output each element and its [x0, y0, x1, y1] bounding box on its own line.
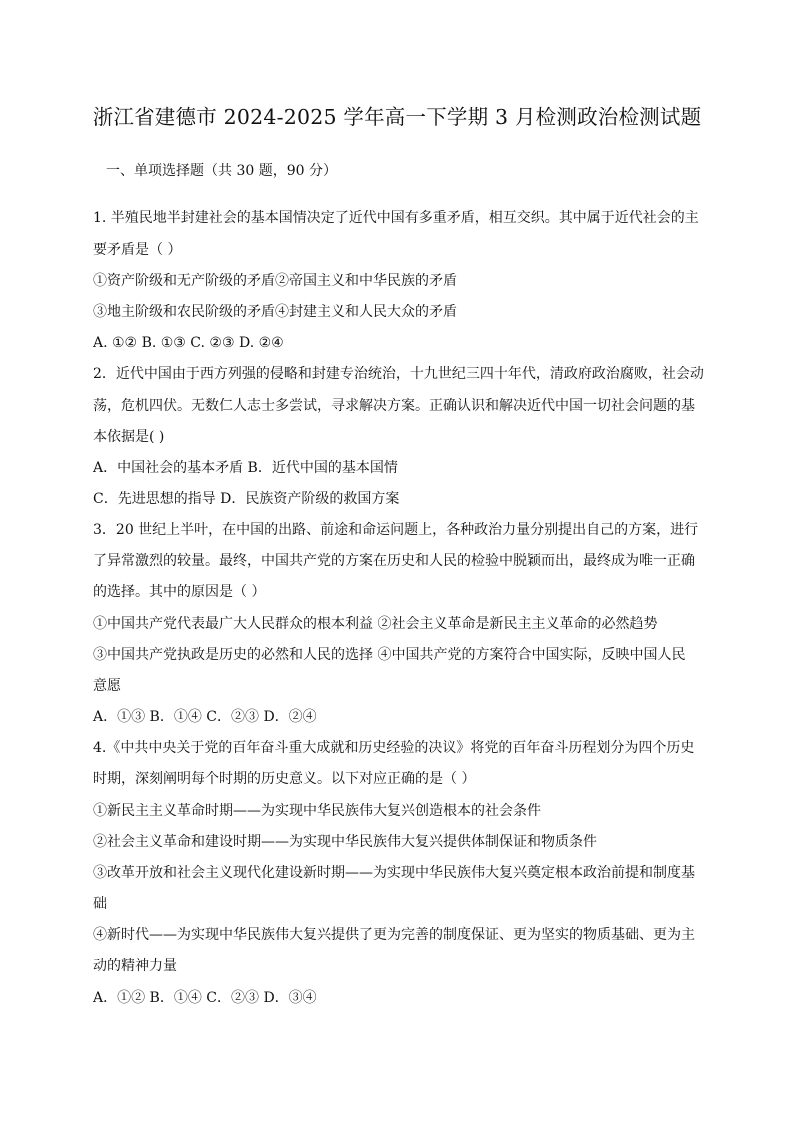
question-1-answer-choices: A. ①② B. ①③ C. ②③ D. ②④ [93, 335, 284, 351]
section-heading: 一、单项选择题（共 30 题，90 分） [106, 163, 337, 179]
question-4-option-statements: 础 [93, 896, 107, 912]
question-4-option-statements: 动的精神力量 [93, 958, 177, 974]
question-3-option-statements: 意愿 [93, 678, 121, 694]
question-3-answer-choices: A．①③ B．①④ C．②③ D．②④ [93, 709, 317, 725]
question-4-option-statements: ①新民主主义革命时期——为实现中华民族伟大复兴创造根本的社会条件 [93, 803, 541, 819]
question-3-option-statements: ③中国共产党执政是历史的必然和人民的选择 ④中国共产党的方案符合中国实际，反映中国人民 [93, 647, 686, 663]
question-3-line: 的选择。其中的原因是（ ） [93, 584, 266, 600]
question-4-line: 时期，深刻阐明每个时期的历史意义。以下对应正确的是（ ） [93, 771, 476, 787]
question-3-option-statements: ①中国共产党代表最广大人民群众的根本利益 ②社会主义革命是新民主主义革命的必然趋势 [93, 616, 658, 632]
question-1-line: 1. 半殖民地半封建社会的基本国情决定了近代中国有多重矛盾，相互交织。其中属于近代社会的主 [93, 210, 699, 226]
question-2-line: 2．近代中国由于西方列强的侵略和封建专治统治，十九世纪三四十年代，清政府政治腐败，社会动 [93, 366, 704, 382]
question-4-answer-choices: A．①② B．①④ C．②③ D．③④ [93, 990, 317, 1006]
question-1-option-statements: ③地主阶级和农民阶级的矛盾④封建主义和人民大众的矛盾 [93, 304, 457, 320]
question-3-line: 了异常激烈的较量。最终，中国共产党的方案在历史和人民的检验中脱颖而出，最终成为唯一正确 [93, 553, 695, 569]
document-title: 浙江省建德市 2024-2025 学年高一下学期 3 月检测政治检测试题 [92, 105, 702, 129]
question-4-option-statements: ②社会主义革命和建设时期——为实现中华民族伟大复兴提供体制保证和物质条件 [93, 834, 597, 850]
question-2-line: 本依据是( ) [93, 429, 165, 445]
question-4-line: 4.《中共中央关于党的百年奋斗重大成就和历史经验的决议》将党的百年奋斗历程划分为四个历史 [93, 740, 695, 756]
question-2-answer-choices: C．先进思想的指导 D．民族资产阶级的救国方案 [93, 491, 400, 507]
question-1-option-statements: ①资产阶级和无产阶级的矛盾②帝国主义和中华民族的矛盾 [93, 273, 457, 289]
question-1-line: 要矛盾是（ ） [93, 242, 182, 258]
question-2-answer-choices: A．中国社会的基本矛盾 B．近代中国的基本国情 [93, 460, 398, 476]
question-2-line: 荡，危机四伏。无数仁人志士多尝试，寻求解决方案。正确认识和解决近代中国一切社会问题的基 [93, 398, 695, 414]
question-3-line: 3．20 世纪上半叶，在中国的出路、前途和命运问题上，各种政治力量分别提出自己的方案，进行 [93, 522, 699, 538]
question-4-option-statements: ④新时代——为实现中华民族伟大复兴提供了更为完善的制度保证、更为坚实的物质基础、更为主 [93, 927, 695, 943]
question-4-option-statements: ③改革开放和社会主义现代化建设新时期——为实现中华民族伟大复兴奠定根本政治前提和制度基 [93, 865, 695, 881]
